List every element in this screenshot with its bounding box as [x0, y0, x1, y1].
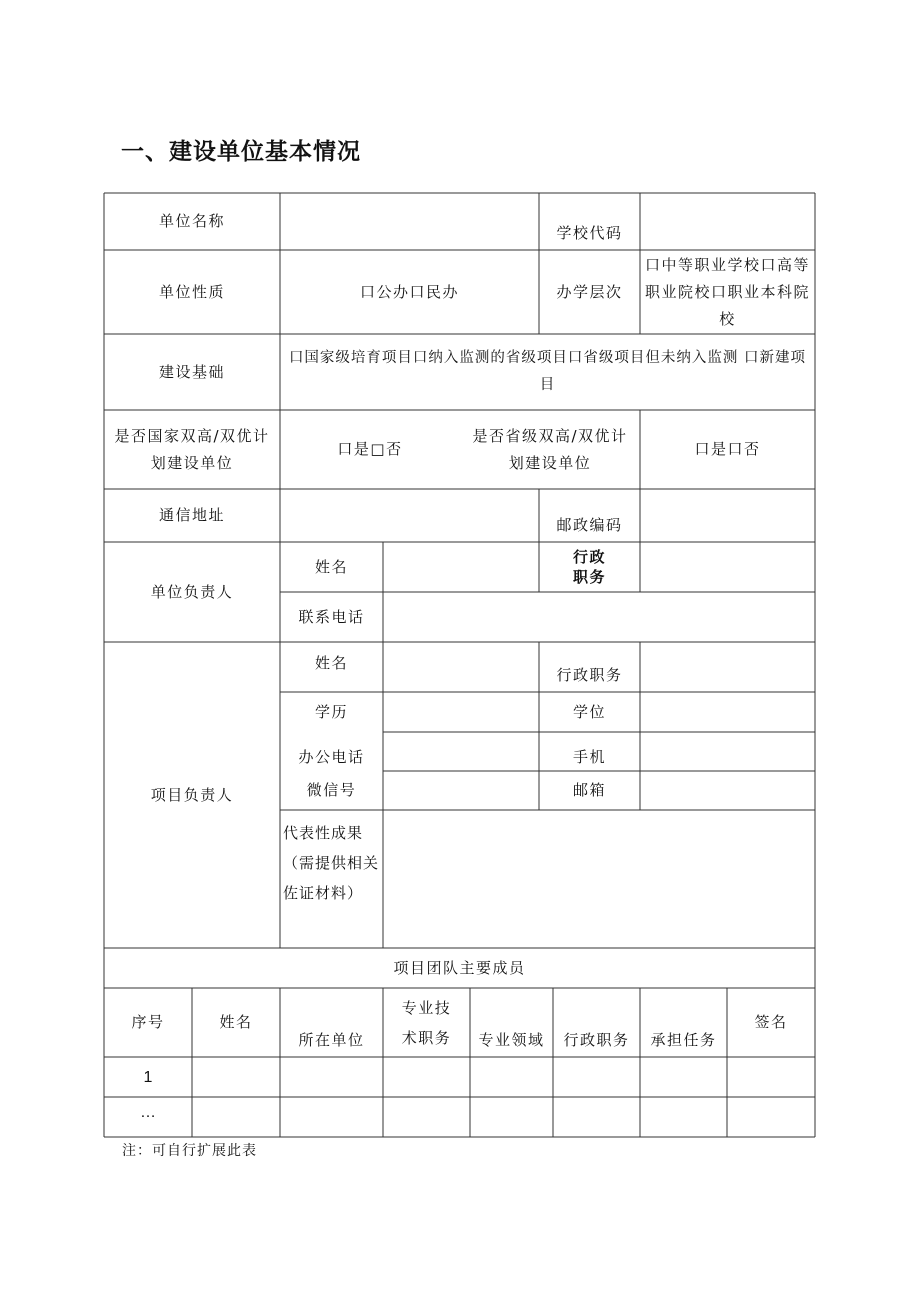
team-row-index: … [140, 1104, 156, 1121]
unit-leader-phone-label: 联系电话 [298, 607, 365, 626]
unit-leader-position-field[interactable] [640, 542, 815, 592]
project-leader-position-field[interactable] [640, 642, 815, 692]
basis-options[interactable]: 口国家级培育项目口纳入监测的省级项目口省级项目但未纳入监测 口新建项目 [288, 350, 807, 393]
team-cell[interactable] [192, 1097, 280, 1137]
project-leader-degree-field[interactable] [640, 692, 815, 732]
team-cell[interactable] [727, 1057, 815, 1097]
footnote: 注：可自行扩展此表 [122, 1143, 257, 1159]
unit-name-label: 单位名称 [158, 212, 225, 230]
unit-nature-label: 单位性质 [158, 282, 225, 301]
project-leader-education-label: 学历 [314, 702, 348, 721]
project-leader-email-label: 邮箱 [572, 781, 606, 799]
team-cell[interactable] [553, 1057, 640, 1097]
team-title: 项目团队主要成员 [393, 958, 526, 977]
team-cell[interactable] [470, 1097, 553, 1137]
school-level-options[interactable]: 口中等职业学校口高等职业院校口职业本科院校 [644, 255, 810, 328]
project-leader-name-field[interactable] [383, 642, 539, 692]
provincial-plan-label: 是否省级双高/双优计划建设单位 [472, 426, 628, 472]
team-cell[interactable] [383, 1097, 470, 1137]
national-plan-label: 是否国家双高/双优计划建设单位 [114, 426, 270, 472]
achievements-field[interactable] [383, 810, 815, 948]
school-code-label: 学校代码 [556, 224, 623, 242]
provincial-plan-options[interactable]: 口是口否 [694, 440, 761, 458]
unit-name-field[interactable] [280, 193, 539, 250]
team-cell[interactable] [280, 1057, 383, 1097]
project-leader-wechat-field[interactable] [383, 771, 539, 810]
unit-leader-position-label: 行政职务 [572, 548, 606, 586]
school-code-field[interactable] [640, 193, 815, 250]
team-col-title: 专业技术职务 [401, 998, 452, 1047]
team-row-index: 1 [143, 1068, 153, 1086]
team-col-unit: 所在单位 [298, 1031, 365, 1049]
project-leader-office-phone-field[interactable] [383, 732, 539, 771]
team-cell[interactable] [553, 1097, 640, 1137]
project-leader-label: 项目负责人 [150, 785, 234, 804]
project-leader-office-phone-label: 办公电话 [298, 748, 365, 766]
team-col-signature: 签名 [754, 1013, 788, 1031]
unit-leader-name-label: 姓名 [314, 557, 348, 576]
team-col-field: 专业领域 [478, 1031, 545, 1049]
unit-leader-label: 单位负责人 [150, 582, 234, 601]
project-leader-position-label: 行政职务 [556, 666, 623, 684]
team-cell[interactable] [727, 1097, 815, 1137]
section-title: 一、建设单位基本情况 [121, 139, 361, 165]
project-leader-mobile-label: 手机 [572, 748, 606, 766]
project-leader-wechat-label: 微信号 [306, 781, 357, 799]
project-leader-mobile-field[interactable] [640, 732, 815, 771]
postcode-field[interactable] [640, 489, 815, 542]
team-cell[interactable] [470, 1057, 553, 1097]
team-col-position: 行政职务 [563, 1031, 630, 1049]
unit-leader-name-field[interactable] [383, 542, 539, 592]
unit-leader-phone-field[interactable] [383, 592, 815, 642]
team-col-index: 序号 [131, 1013, 165, 1031]
unit-nature-options[interactable]: 口公办口民办 [359, 282, 459, 301]
team-cell[interactable] [640, 1057, 727, 1097]
project-leader-education-field[interactable] [383, 692, 539, 732]
team-col-name: 姓名 [219, 1013, 253, 1031]
achievements-label: 代表性成果（需提供相关佐证材料） [283, 824, 380, 902]
national-plan-options[interactable]: 口是□否 [337, 440, 403, 458]
team-cell[interactable] [280, 1097, 383, 1137]
address-field[interactable] [280, 489, 539, 542]
school-level-label: 办学层次 [556, 282, 623, 301]
team-col-task: 承担任务 [650, 1031, 717, 1049]
project-leader-name-label: 姓名 [314, 654, 348, 672]
team-cell[interactable] [640, 1097, 727, 1137]
team-cell[interactable] [383, 1057, 470, 1097]
project-leader-degree-label: 学位 [572, 702, 606, 721]
team-cell[interactable] [192, 1057, 280, 1097]
project-leader-email-field[interactable] [640, 771, 815, 810]
basis-label: 建设基础 [158, 362, 225, 381]
postcode-label: 邮政编码 [556, 516, 623, 534]
address-label: 通信地址 [158, 506, 225, 524]
